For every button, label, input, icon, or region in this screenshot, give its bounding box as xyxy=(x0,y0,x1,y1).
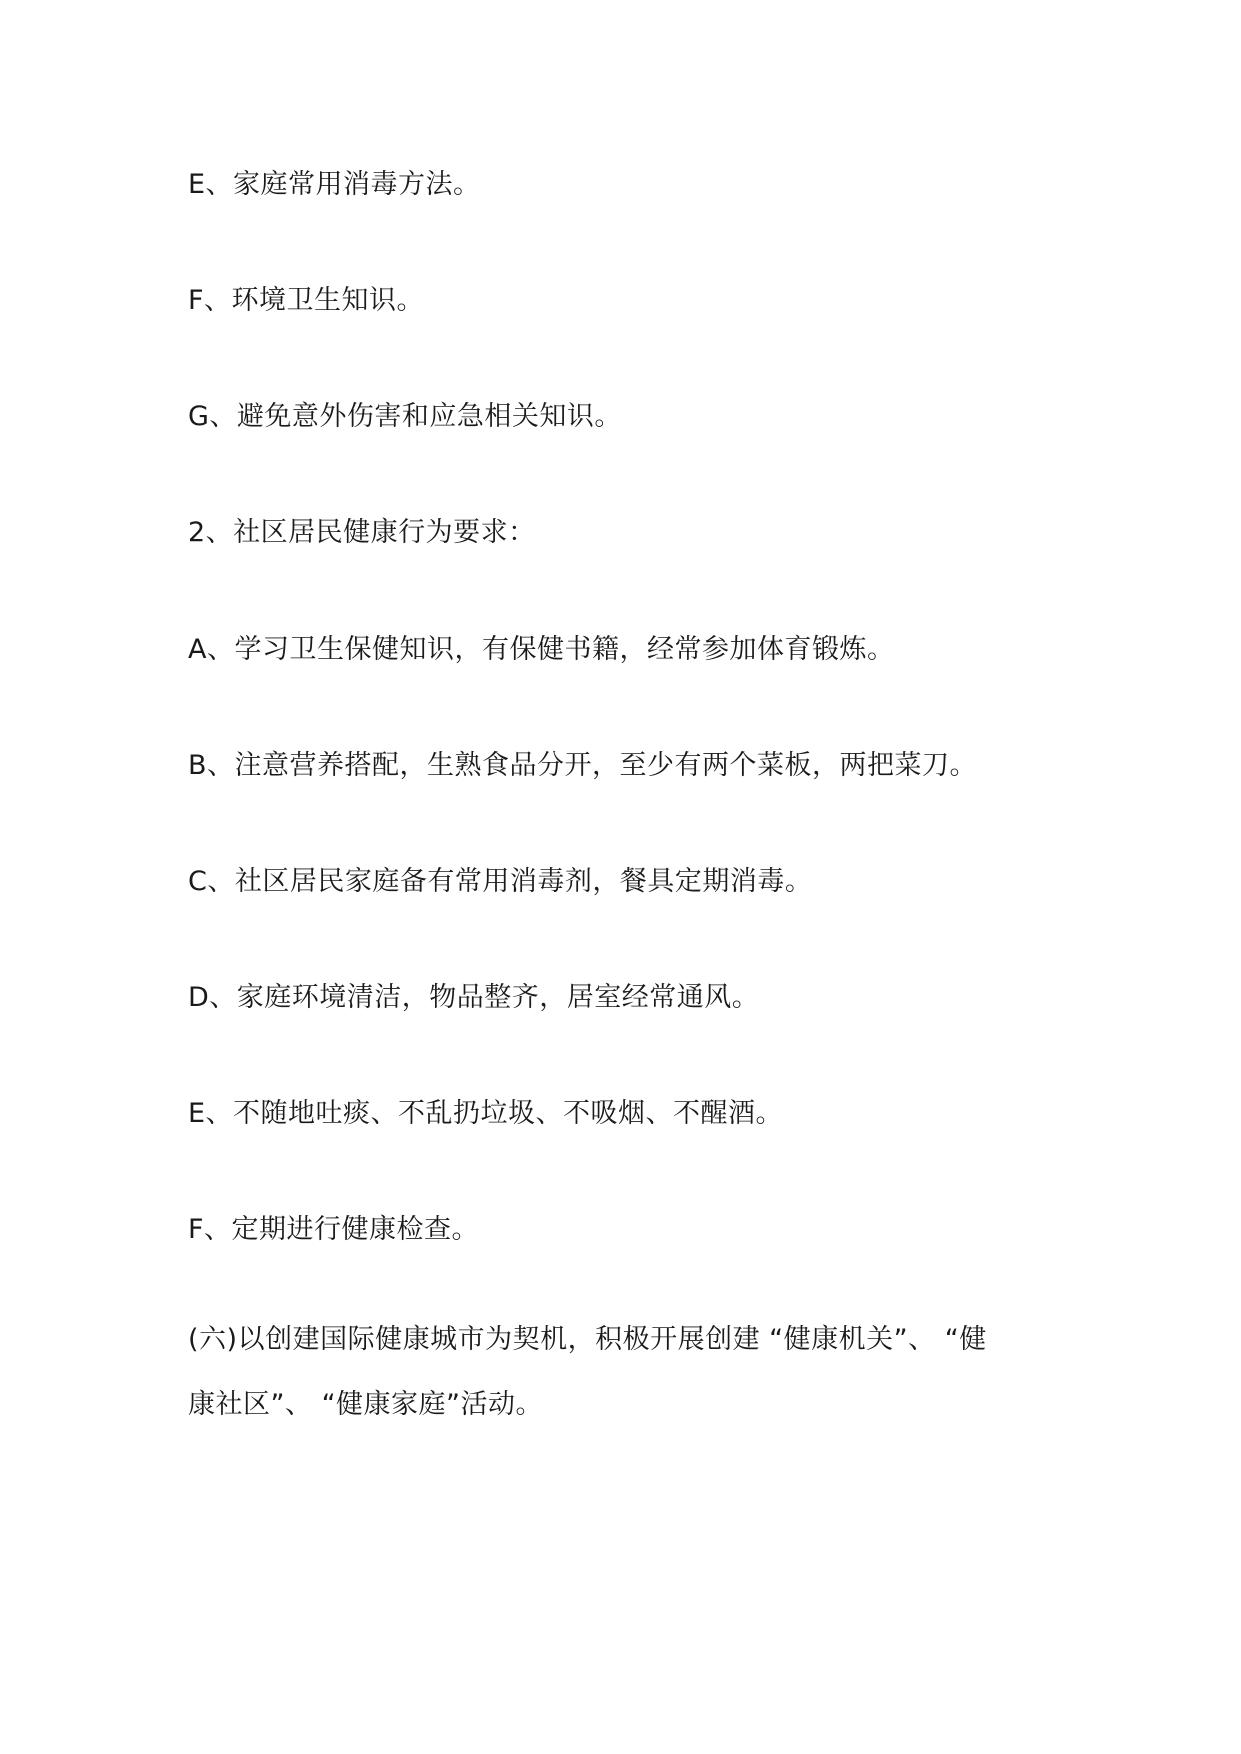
final-paragraph xyxy=(188,1307,1068,1437)
list-item: G、避免意外伤害和应急相关知识。 xyxy=(188,401,622,432)
list-item: E、不随地吐痰、不乱扔垃圾、不吸烟、不醒酒。 xyxy=(188,1098,784,1129)
list-item: E、家庭常用消毒方法。 xyxy=(188,169,481,200)
list-item: F、环境卫生知识。 xyxy=(188,285,425,316)
section-heading: 2、社区居民健康行为要求： xyxy=(188,517,536,548)
list-item: B、注意营养搭配，生熟食品分开，至少有两个菜板，两把菜刀。 xyxy=(188,750,978,781)
list-item: A、学习卫生保健知识，有保健书籍，经常参加体育锻炼。 xyxy=(188,634,895,665)
list-item: C、社区居民家庭备有常用消毒剂，餐具定期消毒。 xyxy=(188,866,813,897)
paragraph-line: 康社区”、 “健康家庭”活动。 xyxy=(188,1389,544,1420)
paragraph-line: (六)以创建国际健康城市为契机，积极开展创建 “健康机关”、 “健 xyxy=(188,1324,987,1355)
list-item: F、定期进行健康检查。 xyxy=(188,1214,480,1245)
list-item: D、家庭环境清洁，物品整齐，居室经常通风。 xyxy=(188,982,760,1013)
